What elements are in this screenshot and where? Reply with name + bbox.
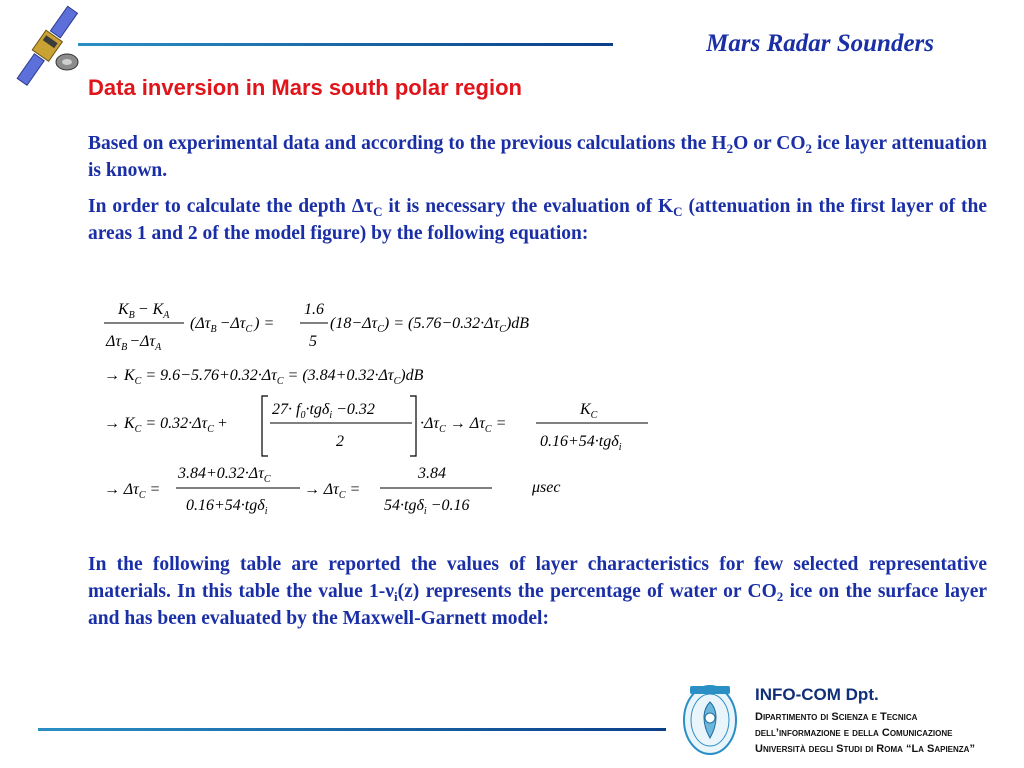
paragraph-2: In order to calculate the depth $\Delta\tau_C$ it is necessary the evaluation of $K_C$ (attenuation in the first layer of the areas 1 and 2 of the model figure) by the following equation: xyxy=(88,196,987,244)
svg-text:KB− KA: $K_B - K_A$ xyxy=(118,301,170,321)
department-line-2: dell’informazione e della Comunicazione xyxy=(755,727,953,739)
equation-block xyxy=(100,298,660,523)
equation-4 xyxy=(104,465,560,517)
svg-text:0.16+54·tgδi: 0.16+54·tgδ$_i$ xyxy=(186,497,268,517)
svg-text:ΔτB−ΔτA: $\Delta\tau_B -\Delta\tau_A$ xyxy=(106,333,162,353)
svg-text:3.84+0.32·ΔτC: $3.84+0.32\cdot\Delta\tau_C$ xyxy=(178,465,271,485)
equation-1 xyxy=(104,301,529,353)
svg-text:→ ΔτC =: → $\Delta\tau_C$ = xyxy=(104,481,161,501)
svg-text:0.16+54·tgδi: 0.16+54·tgδ$_i$ xyxy=(540,433,622,453)
top-rule xyxy=(78,43,613,46)
satellite-icon xyxy=(12,2,82,94)
svg-text:→ KC = 0.32·ΔτC+: → $K_C = 0.32\cdot\Delta\tau_C$ + xyxy=(104,415,228,435)
equation-2 xyxy=(104,367,424,387)
svg-text:1.6: 1.6 xyxy=(304,301,324,318)
slide-title: Data inversion in Mars south polar region xyxy=(88,75,522,100)
department-line-1: Dipartimento di Scienza e Tecnica xyxy=(755,711,918,723)
svg-text:54·tgδi −0.16: 54·tgδ$_i$ −0.16 xyxy=(384,497,470,517)
svg-text:(18−ΔτC) = (5.76−0.32·ΔτC)dB: $(18-\Delta\tau_C) = (5.76-0.32\cdot\Delta\tau_C)dB$ xyxy=(330,315,530,335)
svg-text:5: 5 xyxy=(309,333,317,350)
paragraph-1: Based on experimental data and according to the previous calculations the $H_2O$ or $CO_2$ ice layer attenuation is known. xyxy=(88,133,987,181)
bottom-rule xyxy=(38,728,666,731)
svg-text:27· f0·tgδi −0.32: $27\cdot f_0\cdot tg\delta_i -0.32$ xyxy=(272,401,375,421)
svg-text:μsec: μsec xyxy=(532,479,561,496)
header-title: Mars Radar Sounders xyxy=(706,30,934,57)
department-line-3: Università degli Studi di Roma “La Sapienza” xyxy=(755,743,975,755)
svg-text:3.84: 3.84 xyxy=(418,465,446,482)
department-name: INFO-COM Dpt. xyxy=(755,685,879,704)
svg-text:2: 2 xyxy=(336,433,344,450)
svg-text:→ ΔτC =: → $\Delta\tau_C$ = xyxy=(304,481,361,501)
svg-text:·ΔτC → ΔτC =: $\cdot\Delta\tau_C \to \Delta\tau_C$ = xyxy=(420,415,507,435)
equation-3 xyxy=(104,396,648,456)
svg-text:(ΔτB−ΔτC) =: ($\Delta\tau_B -\Delta\tau_C$ ) = xyxy=(190,315,275,335)
svg-text:→ KC = 9.6−5.76+0.32·ΔτC = (3.: → $K_C = 9.6-5.76+0.32\cdot\Delta\tau_C = (3.84+0.32\cdot\Delta\tau_C)dB$ xyxy=(104,367,424,387)
paragraph-3: In the following table are reported the values of layer characteristics for few selected representative materials. In this table the value $1-\nu_i(z)$ represents the percentage of water or $CO_2$ ice on the surface layer and has been evaluated by the Maxwell-Garnett model: xyxy=(88,554,988,629)
university-seal-icon xyxy=(680,680,740,760)
svg-text:KC: $K_C$ xyxy=(580,401,598,421)
